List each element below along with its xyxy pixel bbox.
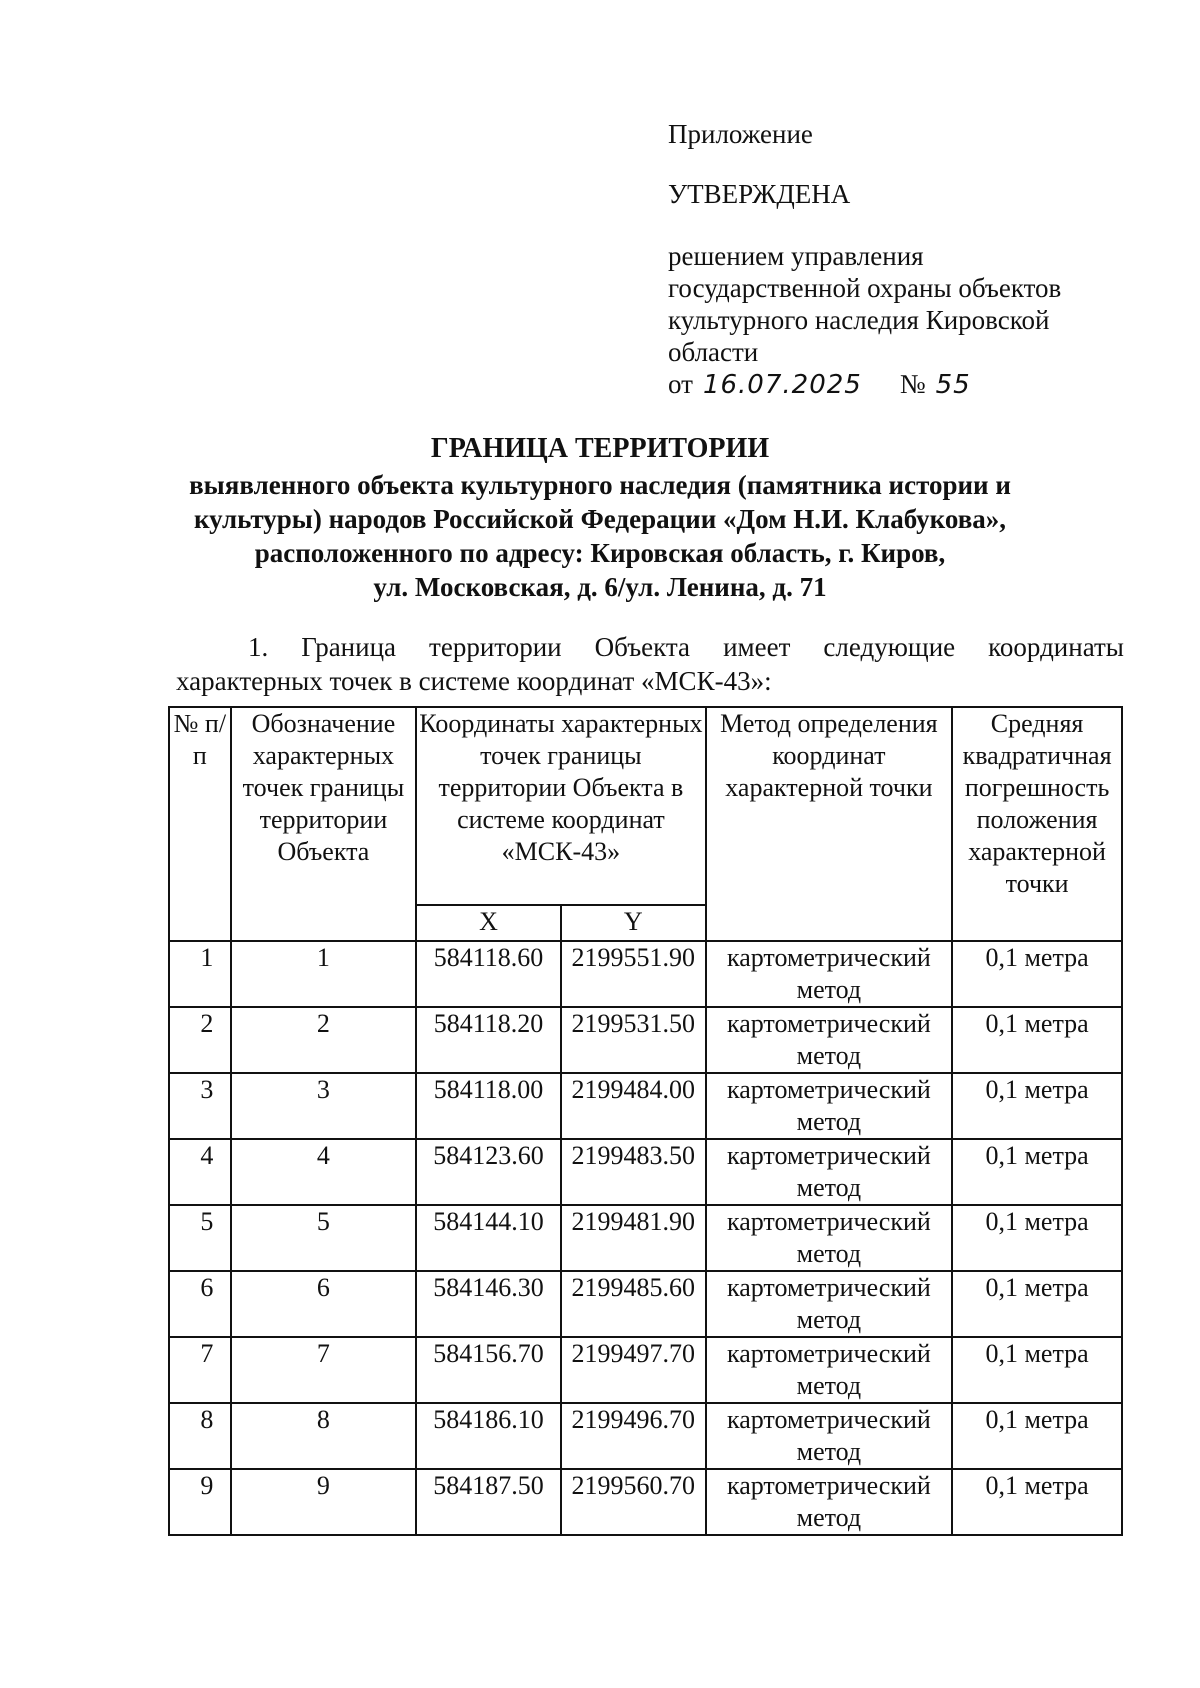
approval-line: решением управления	[668, 241, 924, 271]
date-prefix: от	[668, 369, 693, 399]
table-row	[169, 1469, 1122, 1535]
error-cell: 0,1 метра	[952, 1205, 1122, 1271]
y-coordinate-cell: 2199531.50	[561, 1007, 706, 1073]
method-cell: картометрический метод	[706, 941, 953, 1007]
header-designation: Обозначение характерных точек границы территории Объекта	[231, 707, 417, 941]
point-designation-cell: 2	[231, 1007, 417, 1073]
number-label: №	[899, 369, 926, 399]
table-body	[169, 941, 1122, 1535]
intro-word: Граница	[301, 632, 397, 662]
point-designation-cell: 7	[231, 1337, 417, 1403]
y-coordinate-cell: 2199560.70	[561, 1469, 706, 1535]
y-coordinate-cell: 2199551.90	[561, 941, 706, 1007]
x-coordinate-cell: 584123.60	[416, 1139, 561, 1205]
error-cell: 0,1 метра	[952, 1271, 1122, 1337]
x-coordinate-cell: 584186.10	[416, 1403, 561, 1469]
table-row	[169, 1271, 1122, 1337]
handwritten-number: 55	[935, 370, 971, 400]
method-cell: картометрический метод	[706, 1139, 953, 1205]
y-coordinate-cell: 2199496.70	[561, 1403, 706, 1469]
x-coordinate-cell: 584118.60	[416, 941, 561, 1007]
x-coordinate-cell: 584118.00	[416, 1073, 561, 1139]
row-number-cell: 4	[169, 1139, 231, 1205]
x-coordinate-cell: 584144.10	[416, 1205, 561, 1271]
error-cell: 0,1 метра	[952, 1073, 1122, 1139]
y-coordinate-cell: 2199484.00	[561, 1073, 706, 1139]
approval-line: культурного наследия Кировской	[668, 305, 1050, 335]
header-y: Y	[561, 905, 706, 941]
x-coordinate-cell: 584187.50	[416, 1469, 561, 1535]
intro-word: территории	[429, 632, 562, 662]
error-cell: 0,1 метра	[952, 1403, 1122, 1469]
error-cell: 0,1 метра	[952, 1139, 1122, 1205]
handwritten-date: 16.07.2025	[702, 370, 862, 400]
y-coordinate-cell: 2199497.70	[561, 1337, 706, 1403]
table-row	[169, 1139, 1122, 1205]
y-coordinate-cell: 2199481.90	[561, 1205, 706, 1271]
method-cell: картометрический метод	[706, 1007, 953, 1073]
y-coordinate-cell: 2199483.50	[561, 1139, 706, 1205]
header-no: № п/п	[169, 707, 231, 941]
heading-line: культуры) народов Российской Федерации «Дом Н.И. Клабукова»,	[193, 504, 1007, 534]
header-error: Средняя квадратичная погрешность положения характерной точки	[952, 707, 1122, 941]
y-coordinate-cell: 2199485.60	[561, 1271, 706, 1337]
intro-word: следующие	[823, 632, 956, 662]
method-cell: картометрический метод	[706, 1271, 953, 1337]
intro-paragraph	[176, 630, 1124, 698]
approval-block	[668, 118, 1128, 401]
table-row	[169, 1403, 1122, 1469]
row-number-cell: 2	[169, 1007, 231, 1073]
approval-line: области	[668, 337, 759, 367]
intro-first-line	[176, 630, 1124, 664]
method-cell: картометрический метод	[706, 1403, 953, 1469]
point-designation-cell: 5	[231, 1205, 417, 1271]
x-coordinate-cell: 584156.70	[416, 1337, 561, 1403]
intro-word: 1.	[248, 632, 269, 662]
header-x: X	[416, 905, 561, 941]
point-designation-cell: 4	[231, 1139, 417, 1205]
table-row	[169, 1073, 1122, 1139]
header-method: Метод определения координат характерной точки	[706, 707, 953, 941]
table-row	[169, 1205, 1122, 1271]
point-designation-cell: 9	[231, 1469, 417, 1535]
heading-line: выявленного объекта культурного наследия (памятника истории и	[189, 470, 1011, 500]
x-coordinate-cell: 584118.20	[416, 1007, 561, 1073]
intro-word: координаты	[988, 632, 1124, 662]
row-number-cell: 9	[169, 1469, 231, 1535]
point-designation-cell: 3	[231, 1073, 417, 1139]
intro-word: Объекта	[594, 632, 691, 662]
intro-second-line: характерных точек в системе координат «МСК-43»:	[176, 666, 772, 696]
approval-line: государственной охраны объектов	[668, 273, 1062, 303]
method-cell: картометрический метод	[706, 1337, 953, 1403]
table-row	[169, 1337, 1122, 1403]
error-cell: 0,1 метра	[952, 941, 1122, 1007]
x-coordinate-cell: 584146.30	[416, 1271, 561, 1337]
heading-line: ул. Московская, д. 6/ул. Ленина, д. 71	[373, 572, 827, 602]
table-row	[169, 1007, 1122, 1073]
row-number-cell: 5	[169, 1205, 231, 1271]
row-number-cell: 6	[169, 1271, 231, 1337]
header-coordinates: Координаты характерных точек границы территории Объекта в системе координат «МСК-43»	[416, 707, 705, 905]
table-header-row	[169, 707, 1122, 905]
row-number-cell: 3	[169, 1073, 231, 1139]
error-cell: 0,1 метра	[952, 1007, 1122, 1073]
error-cell: 0,1 метра	[952, 1469, 1122, 1535]
row-number-cell: 1	[169, 941, 231, 1007]
method-cell: картометрический метод	[706, 1073, 953, 1139]
method-cell: картометрический метод	[706, 1469, 953, 1535]
point-designation-cell: 6	[231, 1271, 417, 1337]
coordinates-table	[168, 706, 1123, 1536]
date-number-line	[668, 368, 1128, 401]
row-number-cell: 8	[169, 1403, 231, 1469]
method-cell: картометрический метод	[706, 1205, 953, 1271]
heading-title: ГРАНИЦА ТЕРРИТОРИИ	[430, 433, 770, 464]
row-number-cell: 7	[169, 1337, 231, 1403]
table-row	[169, 941, 1122, 1007]
point-designation-cell: 8	[231, 1403, 417, 1469]
error-cell: 0,1 метра	[952, 1337, 1122, 1403]
heading-line: расположенного по адресу: Кировская область, г. Киров,	[254, 538, 946, 568]
point-designation-cell: 1	[231, 941, 417, 1007]
annex-label: Приложение	[668, 119, 813, 149]
document-heading	[150, 432, 1050, 604]
approved-label: УТВЕРЖДЕНА	[668, 179, 851, 209]
intro-word: имеет	[723, 632, 791, 662]
